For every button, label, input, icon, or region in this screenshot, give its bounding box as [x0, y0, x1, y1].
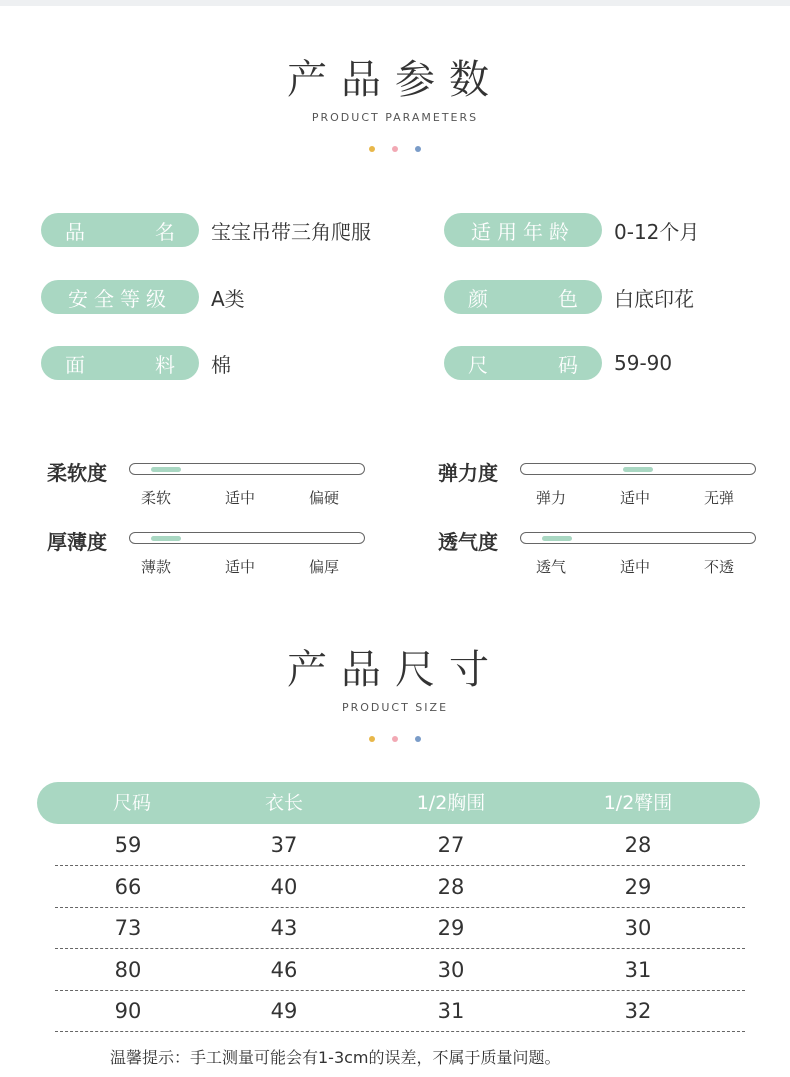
param-value: 棉: [211, 352, 231, 377]
scale-tick: 适中: [225, 558, 256, 576]
scale-marker: [151, 536, 181, 541]
params-title: 产品参数: [287, 57, 503, 103]
scale-tick: 弹力: [536, 489, 567, 507]
scale-thickness: [47, 526, 377, 596]
column-header: 1/2胸围: [416, 792, 486, 814]
param-label-char: 面: [65, 352, 85, 377]
param-label-char: 料: [155, 352, 175, 377]
scale-marker: [623, 467, 653, 472]
table-cell: 28: [437, 875, 465, 899]
column-header: 尺码: [112, 792, 151, 814]
dot-pink: [392, 146, 398, 152]
param-item: [444, 213, 699, 247]
param-label-pill: [41, 213, 199, 247]
table-cell: 31: [437, 999, 465, 1023]
size-subtitle: PRODUCT SIZE: [341, 701, 449, 714]
scale-track: [520, 532, 756, 544]
param-item: [444, 280, 694, 314]
scale-marker: [151, 467, 181, 472]
scale-breathability: [438, 526, 768, 596]
size-title: 产品尺寸: [287, 647, 503, 693]
table-cell: 29: [437, 916, 465, 940]
table-cell: 37: [270, 833, 298, 857]
table-cell: 73: [114, 916, 142, 940]
param-item: [41, 346, 231, 380]
param-item: [41, 213, 371, 247]
table-cell: 32: [624, 999, 652, 1023]
scale-tick: 适中: [620, 489, 651, 507]
top-divider-bar: [0, 0, 790, 6]
scale-elasticity: [438, 457, 768, 527]
scale-track: [520, 463, 756, 475]
param-label-pill: [41, 346, 199, 380]
param-item: [444, 346, 672, 380]
scale-tick: 适中: [620, 558, 651, 576]
params-subtitle: PRODUCT PARAMETERS: [311, 111, 479, 124]
scale-marker: [542, 536, 572, 541]
param-value: 59-90: [614, 351, 673, 375]
table-cell: 46: [270, 958, 298, 982]
scale-label: 透气度: [438, 530, 498, 554]
table-cell: 28: [624, 833, 652, 857]
scale-tick: 适中: [225, 489, 256, 507]
table-cell: 31: [624, 958, 652, 982]
size-dots-decoration: [0, 736, 790, 744]
table-cell: 80: [114, 958, 142, 982]
scale-tick: 不透: [704, 558, 735, 576]
param-label-char: 码: [558, 352, 578, 377]
table-row: [55, 866, 745, 908]
param-label-pill: [444, 346, 602, 380]
scale-softness: [47, 457, 377, 527]
scale-label: 厚薄度: [47, 530, 107, 554]
param-value: 宝宝吊带三角爬服: [211, 219, 371, 244]
scale-tick: 无弹: [704, 489, 735, 507]
param-label: 适用年龄: [471, 219, 575, 244]
param-value: A类: [211, 286, 245, 311]
scale-tick: 薄款: [141, 558, 172, 576]
measurement-note: 温馨提示：手工测量可能会有1-3cm的误差，不属于质量问题。: [110, 1048, 561, 1067]
table-row: [55, 949, 745, 991]
table-cell: 30: [624, 916, 652, 940]
param-value: 白底印花: [614, 286, 694, 311]
table-row: [55, 907, 745, 949]
param-label-pill: [41, 280, 199, 314]
dot-blue: [415, 736, 421, 742]
param-label-char: 颜: [468, 286, 488, 311]
table-cell: 90: [114, 999, 142, 1023]
dot-yellow: [369, 736, 375, 742]
column-header: 衣长: [264, 792, 303, 814]
param-label-pill: [444, 213, 602, 247]
param-label-char: 品: [65, 219, 85, 244]
scale-label: 柔软度: [47, 461, 107, 485]
table-cell: 30: [437, 958, 465, 982]
table-row: [55, 824, 745, 866]
dot-blue: [415, 146, 421, 152]
table-cell: 66: [114, 875, 142, 899]
table-cell: 40: [270, 875, 298, 899]
param-item: [41, 280, 245, 314]
scale-tick: 透气: [536, 558, 567, 576]
param-label-pill: [444, 280, 602, 314]
param-label-char: 名: [155, 219, 175, 244]
dot-pink: [392, 736, 398, 742]
param-label-char: 尺: [468, 352, 488, 377]
scale-track: [129, 532, 365, 544]
scale-label: 弹力度: [438, 461, 498, 485]
table-cell: 43: [270, 916, 298, 940]
scale-tick: 偏硬: [309, 489, 340, 507]
table-cell: 49: [270, 999, 298, 1023]
dot-yellow: [369, 146, 375, 152]
table-cell: 29: [624, 875, 652, 899]
table-cell: 59: [114, 833, 142, 857]
table-row: [55, 990, 745, 1032]
scale-tick: 柔软: [141, 489, 172, 507]
column-header: 1/2臀围: [603, 792, 673, 814]
scale-tick: 偏厚: [309, 558, 340, 576]
param-label-char: 色: [558, 286, 578, 311]
param-value: 0-12个月: [614, 219, 700, 244]
scale-track: [129, 463, 365, 475]
param-label: 安全等级: [68, 286, 172, 311]
table-cell: 27: [437, 833, 465, 857]
size-table-header: [37, 782, 760, 824]
params-dots-decoration: [0, 146, 790, 154]
